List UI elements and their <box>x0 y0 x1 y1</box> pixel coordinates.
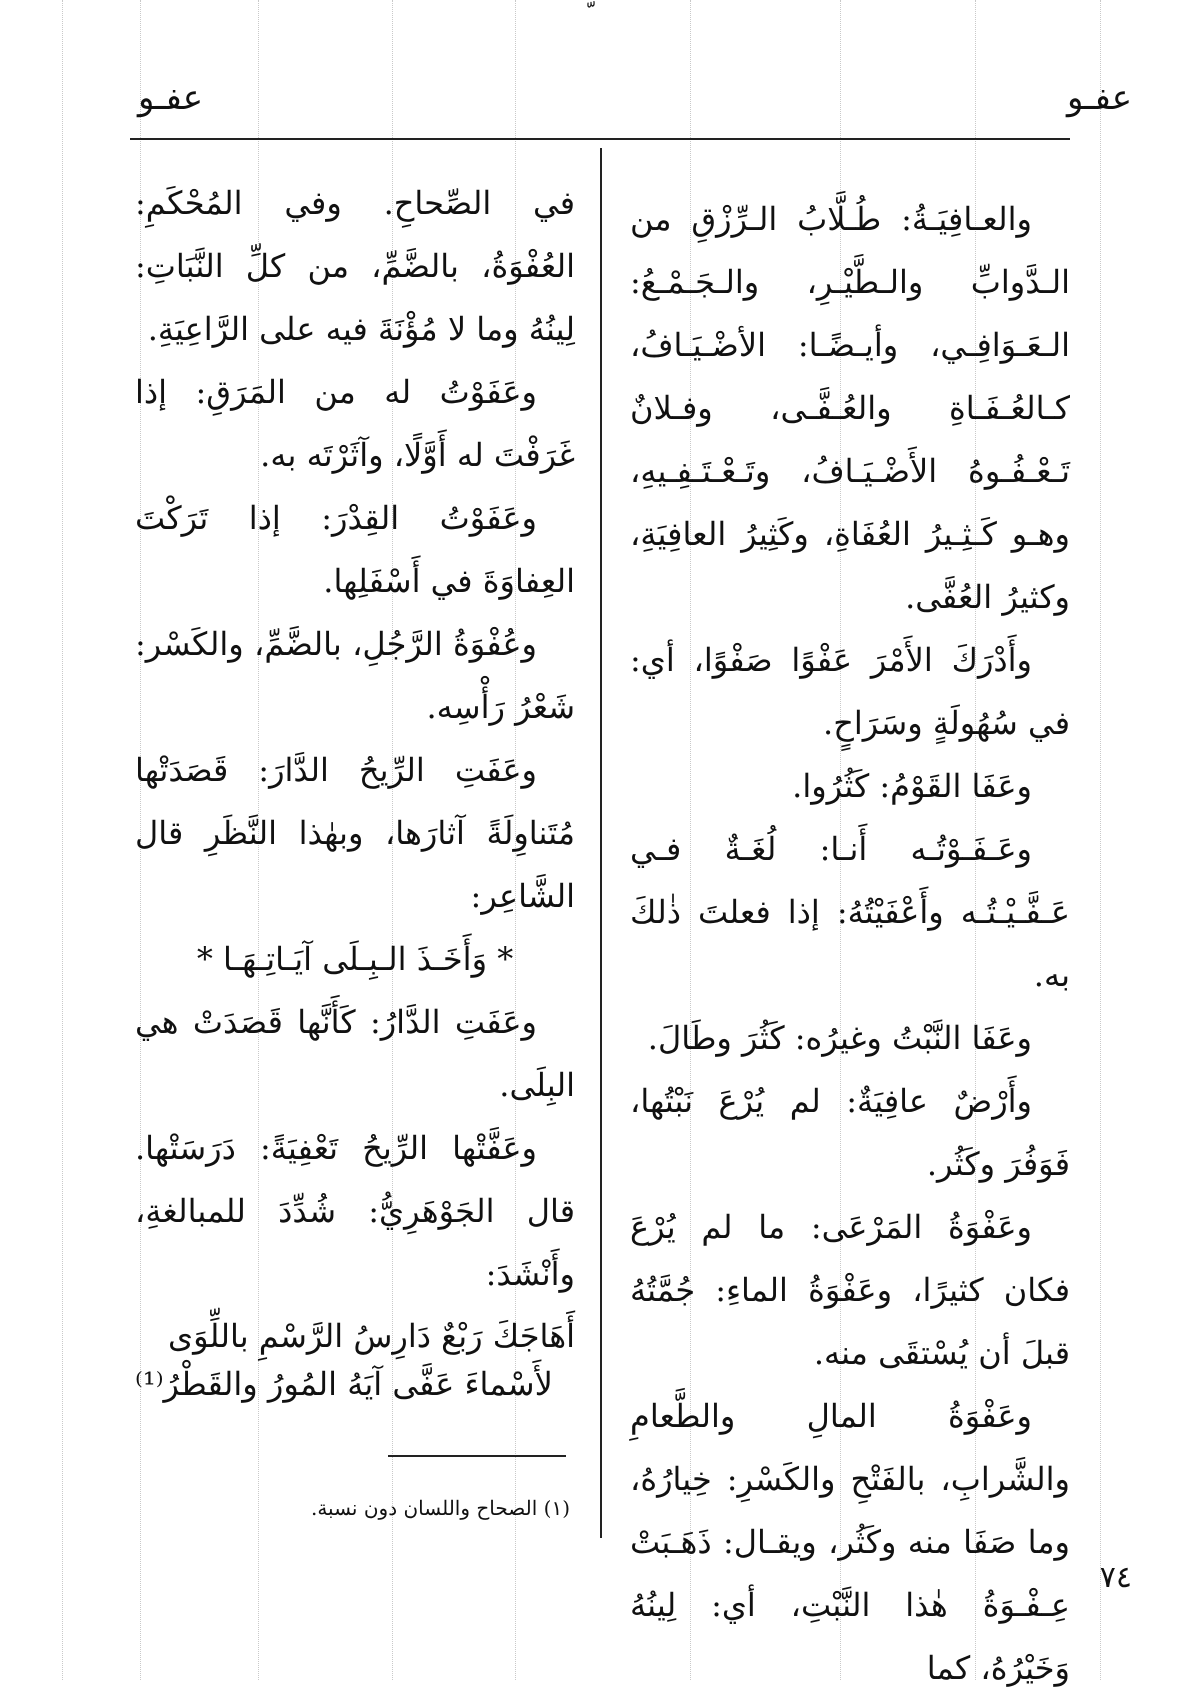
scan-dots <box>1100 0 1101 1680</box>
paragraph: وعَفَوْتُ القِدْرَ: إذا تَرَكْتَ العِفاوَةَ في أَسْفَلِها. <box>135 499 575 600</box>
left-column <box>135 172 575 1408</box>
footnote-rule <box>388 1455 566 1457</box>
paragraph: وعُفْوَةُ الرَّجُلِ، بالضَّمِّ، والكَسْر: شَعْرُ رَأْسِه. <box>135 625 575 726</box>
paragraph: وعَفْوَةُ المالِ والطَّعامِ والشَّرابِ، بالفَتْحِ والكَسْرِ: خِيارُهُ، وما صَفَا منه وكَثُر، ويقـال: ذَهَـبَتْ عِـفْـوَةُ هٰذا النَّبْتِ، أي: لِينُهُ وَخَيْرُهُ، كما <box>630 1397 1070 1687</box>
page-number: ٧٤ <box>1099 1560 1132 1595</box>
poem-line: أَهَاجَكَ رَبْعٌ دَارِسُ الرَّسْمِ باللِّوَى <box>168 1317 575 1355</box>
paragraph: وأَدْرَكَ الأَمْرَ عَفْوًا صَفْوًا، أي: في سُهُولَةٍ وسَرَاحٍ. <box>630 641 1070 742</box>
header-rule <box>130 138 1070 140</box>
poem <box>135 1312 575 1408</box>
right-column <box>630 188 1070 1700</box>
paragraph: والعـافِيَـةُ: طُـلَّابُ الـرِّزْقِ من الـدَّوابِّ والـطَّيْـرِ، والـجَـمْـعُ: الـعَـوَافِـي، وأيـضًـا: الأضْـيَـافُ، كـالعُـفَـاةِ والعُـفَّـى، وفـلانٌ تَـعْـفُـوهُ الأَضْـيَـافُ، وتَـعْـتَـفِـيهِ، وهـو كَـثِـيرُ العُفَاةِ، وكَثِيرُ العافِيَةِ، وكثيرُ العُفَّى. <box>630 200 1070 616</box>
footnote: (١) الصحاح واللسان دون نسبة. <box>310 1496 570 1520</box>
paragraph: في الصِّحاحِ. وفي المُحْكَمِ: العُفْوَةُ، بالضَّمِّ، من كلِّ النَّبَاتِ: لِينُهُ وما لا مُؤْنَةَ فيه على الرَّاعِيَةِ. <box>135 184 575 348</box>
running-header-left: عفـو <box>138 78 204 118</box>
running-header-right: عفـو <box>1066 78 1132 118</box>
paragraph: وعَـفَـوْتُـه أَنـا: لُغَـةٌ فـي عَـفَّـيْـتُـه وأَعْفَيْتُهُ: إذا فعلتَ ذٰلكَ به. <box>630 830 1070 994</box>
paragraph: وعَفَا القَوْمُ: كَثُرُوا. <box>792 767 1032 805</box>
paragraph: وعَفَّتْها الرِّيحُ تَعْفِيَةً: دَرَسَتْها. قال الجَوْهَرِيُّ: شُدِّدَ للمبالغةِ، وأَنْشَدَ: <box>135 1129 575 1293</box>
poem-line: لأَسْماءَ عَفَّى آيَهُ المُورُ والقَطْرُ⁽¹⁾ <box>135 1365 553 1403</box>
paragraph: وعَفْوَةُ المَرْعَى: ما لم يُرْعَ فكان كثيرًا، وعَفْوَةُ الماءِ: جُمَّتُهُ قبلَ أن يُسْتقَى منه. <box>630 1208 1070 1372</box>
verse-hemistich: * وَأَخَـذَ الـبِـلَى آيَـاتِـهَـا * <box>196 940 514 978</box>
paragraph: وعَفَوْتُ له من المَرَقِ: إذا غَرَفْتَ له أَوَّلًا، وآثَرْتَه به. <box>135 373 575 474</box>
paragraph: وعَفَتِ الدَّارُ: كَأَنَّها قَصَدَتْ هي البِلَى. <box>135 1003 575 1104</box>
paragraph: وعَفَتِ الرِّيحُ الدَّارَ: قَصَدَتْها مُتَناوِلَةً آثارَها، وبهٰذا النَّظَرِ قال الشَّاعِر: <box>135 751 575 915</box>
paragraph: وعَفَا النَّبْتُ وغيرُه: كَثُرَ وطَالَ. <box>647 1019 1032 1057</box>
scan-dots <box>62 0 63 1680</box>
column-divider <box>600 148 602 1538</box>
paragraph: وأَرْضٌ عافِيَةٌ: لم يُرْعَ نَبْتُها، فَوَفُرَ وكَثُر. <box>630 1082 1070 1183</box>
